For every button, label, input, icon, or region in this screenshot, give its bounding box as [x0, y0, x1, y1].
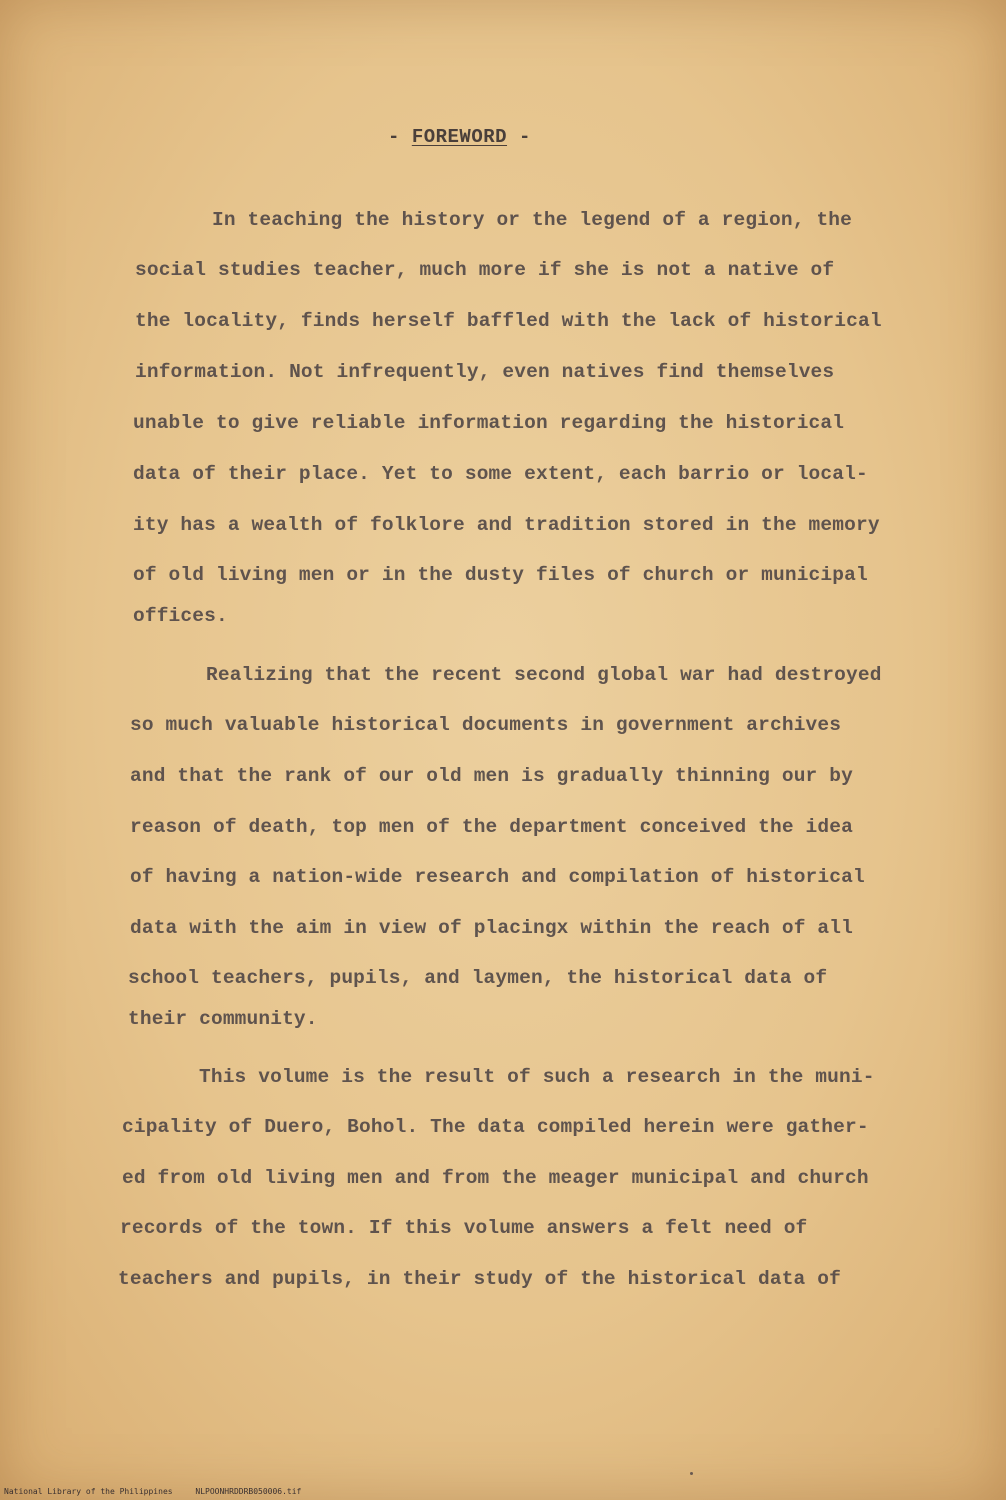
text-line: their community. [128, 1008, 318, 1030]
text-line: data with the aim in view of placingx within the reach of all [130, 917, 853, 939]
text-line: teachers and pupils, in their study of the historical data of [118, 1268, 841, 1290]
text-line: cipality of Duero, Bohol. The data compiled herein were gather- [122, 1116, 869, 1138]
text-line: unable to give reliable information regarding the historical [133, 412, 845, 434]
text-line: This volume is the result of such a research in the muni- [199, 1066, 875, 1088]
text-line: school teachers, pupils, and laymen, the historical data of [128, 967, 828, 989]
page-heading [388, 126, 548, 148]
text-line: of old living men or in the dusty files of church or municipal [133, 564, 868, 586]
text-line: ed from old living men and from the meager municipal and church [122, 1167, 869, 1189]
text-line: ity has a wealth of folklore and tradition stored in the memory [133, 514, 880, 536]
footer-filename: NLPOONHRDDRB050006.tif [195, 1487, 302, 1496]
text-line: records of the town. If this volume answers a felt need of [120, 1217, 808, 1239]
heading-left-dash: - [388, 126, 400, 148]
footer-library: National Library of the Philippines [4, 1487, 173, 1496]
text-line: offices. [133, 605, 228, 627]
text-line: and that the rank of our old men is gradually thinning our by [130, 765, 853, 787]
heading-title: FOREWORD [411, 126, 508, 148]
text-line: social studies teacher, much more if she is not a native of [135, 259, 835, 281]
text-line: the locality, finds herself baffled with the lack of historical [135, 310, 882, 332]
heading-right-dash: - [518, 126, 531, 148]
scan-footer [4, 1487, 301, 1496]
text-line: so much valuable historical documents in government archives [130, 714, 842, 736]
paper-speck [690, 1472, 693, 1475]
text-line: reason of death, top men of the department conceived the idea [130, 816, 853, 838]
text-line: information. Not infrequently, even natives find themselves [135, 361, 835, 383]
text-line: In teaching the history or the legend of a region, the [212, 209, 853, 231]
text-line: of having a nation-wide research and compilation of historical [130, 866, 865, 888]
text-line: data of their place. Yet to some extent, each barrio or local- [133, 463, 868, 485]
text-line: Realizing that the recent second global war had destroyed [206, 664, 882, 686]
